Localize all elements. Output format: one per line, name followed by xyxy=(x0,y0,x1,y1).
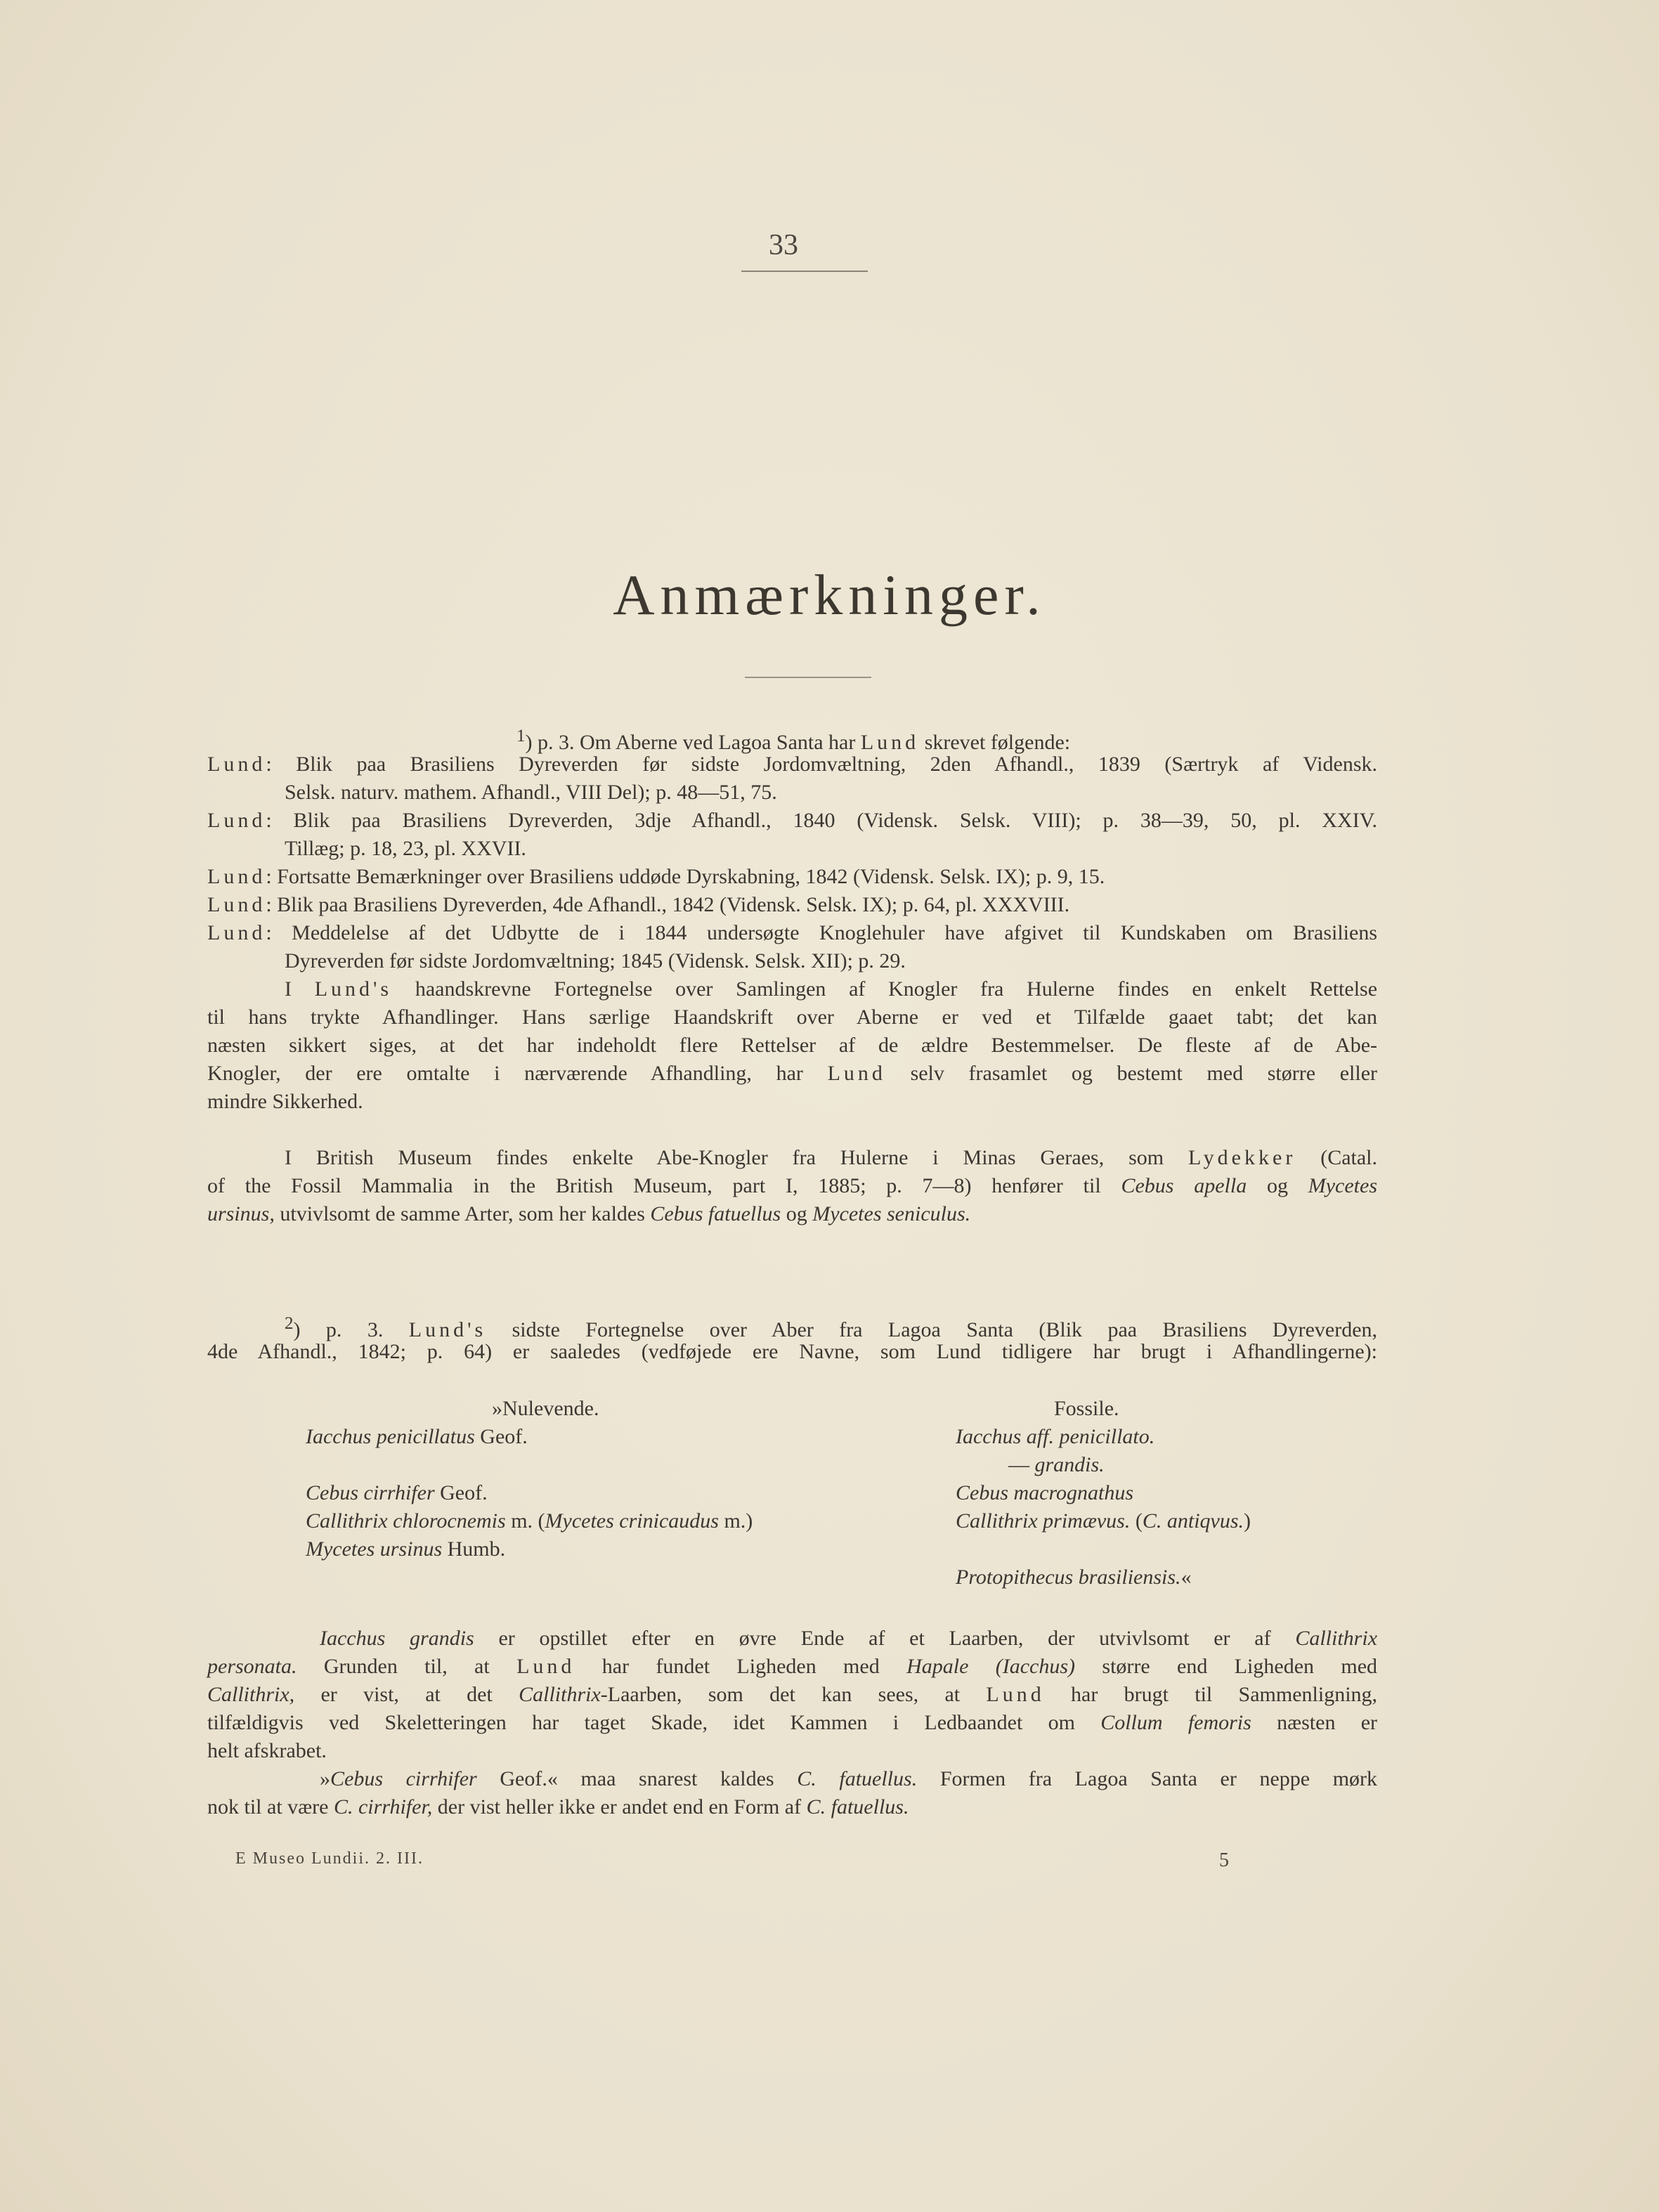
paragraph-line: Knogler, der ere omtalte i nærværende Afhandling, har Lund selv frasamlet og bestemt med større eller xyxy=(207,1062,1378,1085)
paragraph-line: 4de Afhandl., 1842; p. 64) er saaledes (vedføjede ere Navne, som Lund tidligere har brugt i Afhandlingerne): xyxy=(207,1340,1377,1363)
table-left-row: Mycetes ursinus Humb. xyxy=(306,1537,506,1561)
table-right-row: Callithrix primævus. (C. antiqvus.) xyxy=(956,1509,1251,1533)
footnote-marker-2: 2 xyxy=(285,1314,294,1333)
paragraph-line: nok til at være C. cirrhifer, der vist heller ikke er andet end en Form af C. fatuellus. xyxy=(207,1795,909,1819)
page-number-rule xyxy=(741,271,868,272)
note-1-intro: $^1$) p. 3. Om Aberne ved Lagoa Santa har Lund skrevet følgende: xyxy=(516,727,1071,754)
note-2 xyxy=(207,1310,1377,1366)
paragraph-line: mindre Sikkerhed. xyxy=(207,1090,363,1113)
reference-item: Lund: Blik paa Brasiliens Dyreverden før sidste Jordomvæltning, 2den Afhandl., 1839 (Særtryk af Vidensk. xyxy=(207,753,1377,776)
footnote-marker-1: 1 xyxy=(516,727,526,746)
paragraph-line: næsten sikkert siges, at det har indeholdt flere Rettelser af de ældre Bestemmelser. De fleste af de Abe- xyxy=(207,1034,1377,1057)
spacer xyxy=(207,1116,1377,1144)
author-name: Lund xyxy=(860,731,920,754)
paragraph-line: of the Fossil Mammalia in the British Museum, part I, 1885; p. 7—8) henfører til Cebus apella og Mycetes xyxy=(207,1174,1377,1197)
page-title: Anmærkninger. xyxy=(613,563,1046,627)
paragraph-line: $^2$) p. 3. Lund's sidste Fortegnelse over Aber fra Lagoa Santa (Blik paa Brasiliens Dyreverden, xyxy=(285,1314,1378,1341)
note-2-discussion xyxy=(207,1625,1377,1821)
paragraph-line: »Cebus cirrhifer Geof.« maa snarest kaldes C. fatuellus. Formen fra Lagoa Santa er neppe mørk xyxy=(320,1767,1378,1790)
table-right-row: — grandis. xyxy=(1008,1453,1105,1476)
paragraph-line: tilfældigvis ved Skeletteringen har taget Skade, idet Kammen i Ledbaandet om Collum femoris næsten er xyxy=(207,1711,1378,1734)
table-right-row: Protopithecus brasiliensis.« xyxy=(956,1566,1192,1589)
paragraph-line: Iacchus grandis er opstillet efter en øvre Ende af et Laarben, der utvivlsomt er af Callithrix xyxy=(320,1627,1378,1650)
reference-item: Lund: Blik paa Brasiliens Dyreverden, 4de Afhandl., 1842 (Vidensk. Selsk. IX); p. 64, pl. XXXVIII. xyxy=(207,893,1070,916)
signature-mark: E Museo Lundii. 2. III. xyxy=(235,1849,424,1868)
table-left-row: Cebus cirrhifer Geof. xyxy=(306,1481,488,1504)
paragraph-line: til hans trykte Afhandlinger. Hans særlige Haandskrift over Aberne er ved et Tilfælde gaaet tabt; det kan xyxy=(207,1006,1377,1029)
table-right-header: Fossile. xyxy=(1054,1397,1119,1420)
reference-continuation: Tillæg; p. 18, 23, pl. XXVII. xyxy=(285,837,526,860)
paragraph-line: helt afskrabet. xyxy=(207,1739,327,1762)
sheet-number: 5 xyxy=(1219,1849,1230,1871)
reference-continuation: Selsk. naturv. mathem. Afhandl., VIII Del); p. 48—51, 75. xyxy=(285,781,777,804)
table-left-row: Iacchus penicillatus Geof. xyxy=(306,1425,528,1448)
page-number: 33 xyxy=(769,229,798,261)
reference-item: Lund: Fortsatte Bemærkninger over Brasiliens uddøde Dyrskabning, 1842 (Vidensk. Selsk. IX); p. 9, 15. xyxy=(207,865,1105,888)
paragraph-line: Callithrix, er vist, at det Callithrix-Laarben, som det kan sees, at Lund har brugt til Sammenligning, xyxy=(207,1683,1378,1706)
reference-continuation: Dyreverden før sidste Jordomvæltning; 1845 (Vidensk. Selsk. XII); p. 29. xyxy=(285,949,906,972)
paragraph-line: I British Museum findes enkelte Abe-Knogler fra Hulerne i Minas Geraes, som Lydekker (Catal. xyxy=(285,1146,1378,1169)
paragraph-line: ursinus, utvivlsomt de samme Arter, som her kaldes Cebus fatuellus og Mycetes seniculus. xyxy=(207,1202,971,1225)
note-1 xyxy=(207,722,1377,1228)
reference-item: Lund: Meddelelse af det Udbytte de i 1844 undersøgte Knoglehuler have afgivet til Kundskaben om Brasiliens xyxy=(207,921,1378,944)
title-rule xyxy=(745,677,871,678)
table-right-row: Iacchus aff. penicillato. xyxy=(956,1425,1155,1448)
paragraph-line: I Lund's haandskrevne Fortegnelse over Samlingen af Knogler fra Hulerne findes en enkelt Rettelse xyxy=(285,977,1378,1001)
paragraph-line: personata. Grunden til, at Lund har fundet Ligheden med Hapale (Iacchus) større end Ligheden med xyxy=(207,1655,1378,1678)
table-right-row: Cebus macrognathus xyxy=(956,1481,1134,1504)
table-left-row: Callithrix chlorocnemis m. (Mycetes crinicaudus m.) xyxy=(306,1509,753,1533)
table-left-header: »Nulevende. xyxy=(492,1397,599,1420)
reference-item: Lund: Blik paa Brasiliens Dyreverden, 3dje Afhandl., 1840 (Vidensk. Selsk. VIII); p. 38—39, 50, pl. XXIV. xyxy=(207,809,1378,832)
